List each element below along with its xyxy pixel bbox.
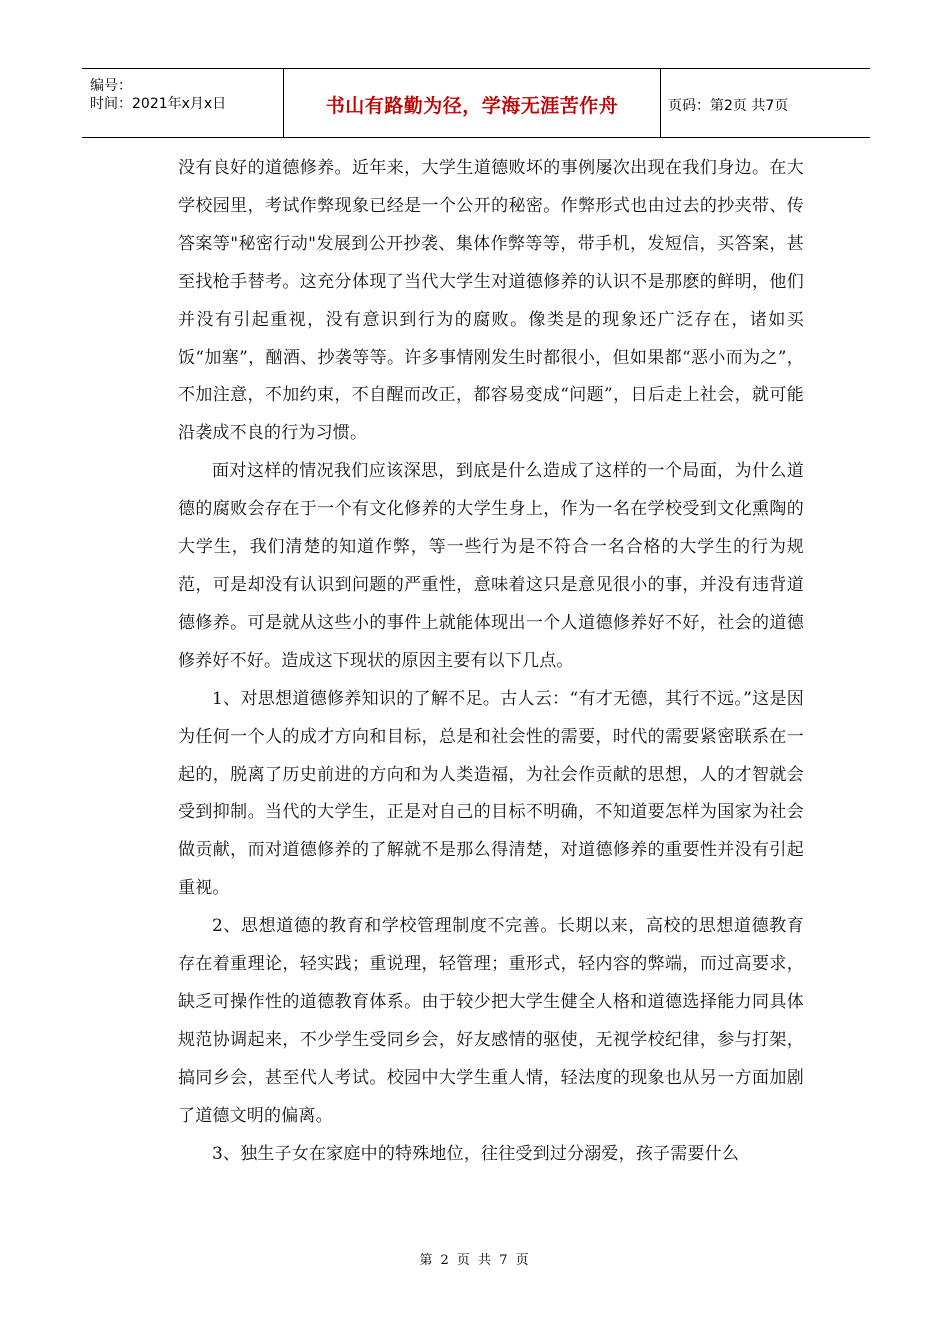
page-footer: 第 2 页 共 7 页 [419, 1253, 531, 1268]
document-body [178, 150, 804, 1173]
header-page-cell [660, 69, 870, 137]
document-number-label: 编号： [90, 78, 132, 94]
header-meta-cell [82, 69, 282, 137]
header-motto: 书山有路勤为径，学海无涯苦作舟 [325, 95, 619, 117]
paragraph-continuation: 没有良好的道德修养。近年来，大学生道德败坏的事例屡次出现在我们身边。在大学校园里，考试作弊现象已经是一个公开的秘密。作弊形式也由过去的抄夹带、传答案等"秘密行动"发展到公开抄袭、集体作弊等等，带手机，发短信，买答案，甚至找枪手替考。这充分体现了当代大学生对道德修养的认识不是那麽的鲜明，他们并没有引起重视，没有意识到行为的腐败。像类是的现象还广泛存在，诸如买饭“加塞”，酗酒、抄袭等等。许多事情刚发生时都很小，但如果都“恶小而为之”，不加注意，不加约束，不自醒而改正，都容易变成“问题”，日后走上社会，就可能沿袭成不良的行为习惯。 [178, 158, 804, 444]
page-header [82, 68, 870, 138]
document-time-label: 时间：2021年x月x日 [90, 96, 227, 112]
header-page-info: 页码：第2页 共7页 [668, 98, 789, 114]
paragraph-reason-1: 1、对思想道德修养知识的了解不足。古人云：“有才无德，其行不远。”这是因为任何一个人的成才方向和目标，总是和社会性的需要，时代的需要紧密联系在一起的，脱离了历史前进的方向和为人类造福，为社会作贡献的思想，人的才智就会受到抑制。当代的大学生，正是对自己的目标不明确，不知道要怎样为国家为社会做贡献，而对道德修养的了解就不是那么得清楚，对道德修养的重要性并没有引起重视。 [178, 688, 804, 899]
paragraph-reason-2: 2、思想道德的教育和学校管理制度不完善。长期以来，高校的思想道德教育存在着重理论，轻实践；重说理，轻管理；重形式，轻内容的弊端，而过高要求，缺乏可操作性的道德教育体系。由于较少把大学生健全人格和道德选择能力同具体规范协调起来，不少学生受同乡会，好友感情的驱使，无视学校纪律，参与打架，搞同乡会，甚至代人考试。校园中大学生重人情，轻法度的现象也从另一方面加剧了道德文明的偏离。 [178, 916, 804, 1126]
paragraph-reason-3: 3、独生子女在家庭中的特殊地位，往往受到过分溺爱，孩子需要什么 [212, 1143, 740, 1164]
paragraph-analysis: 面对这样的情况我们应该深思，到底是什么造成了这样的一个局面，为什么道德的腐败会存在于一个有文化修养的大学生身上，作为一名在学校受到文化熏陶的大学生，我们清楚的知道作弊，等一些行为是不符合一名合格的大学生的行为规范，可是却没有认识到问题的严重性，意味着这只是意见很小的事，并没有违背道德修养。可是就从这些小的事件上就能体现出一个人道德修养好不好，社会的道德修养好不好。造成这下现状的原因主要有以下几点。 [178, 461, 804, 671]
header-motto-cell [283, 69, 661, 137]
